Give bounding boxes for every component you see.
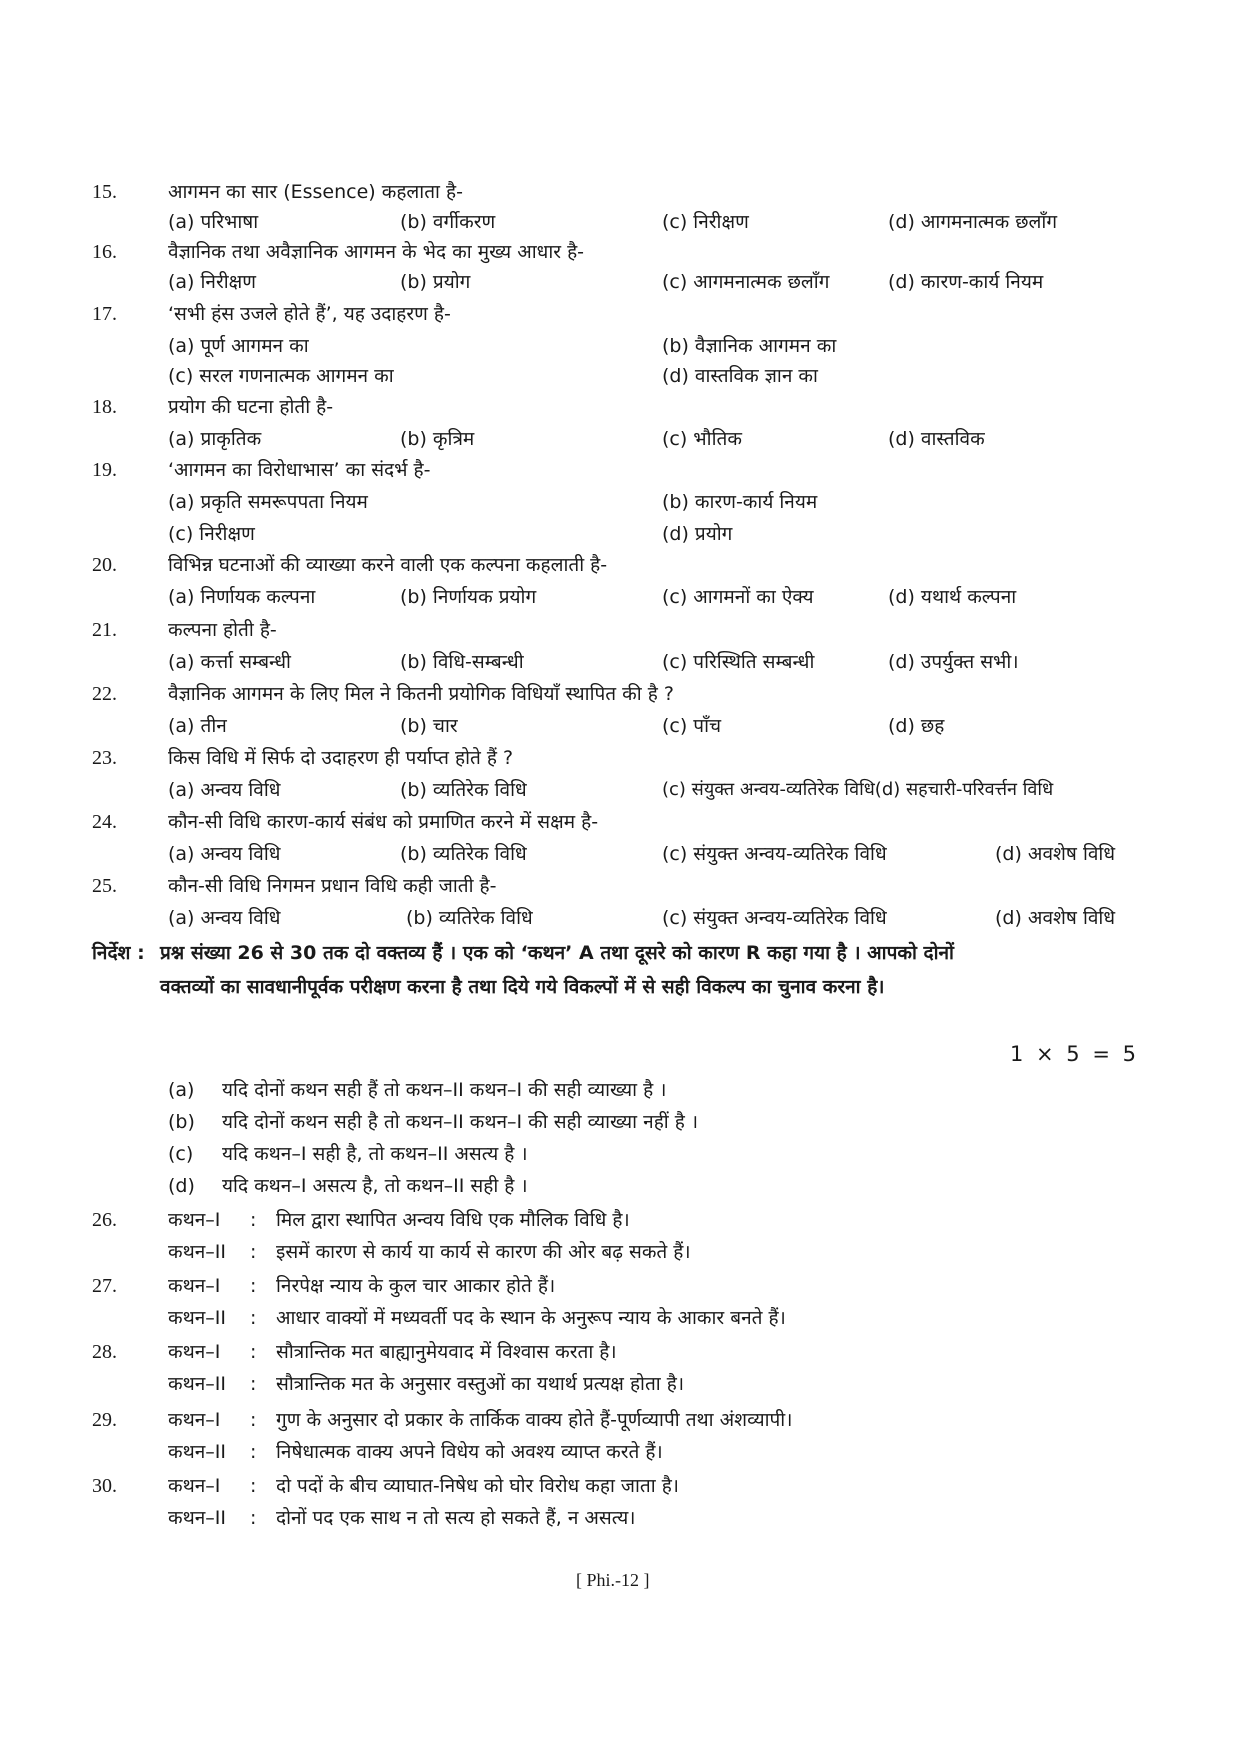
question-text: कल्पना होती है- [168,619,277,641]
question-text: किस विधि में सिर्फ दो उदाहरण ही पर्याप्त होते हैं ? [168,747,514,769]
option-a: (a) परिभाषा [168,211,259,233]
option-c-d: (c) संयुक्त अन्वय-व्यतिरेक विधि(d) सहचारी-परिवर्त्तन विधि [662,779,1054,800]
colon: : [250,1475,257,1497]
statement-1-label: कथन–I [168,1409,221,1431]
question-number: 25. [92,875,117,897]
statement-2-text: दोनों पद एक साथ न तो सत्य हो सकते हैं, न असत्य। [276,1507,636,1529]
question-text: आगमन का सार (Essence) कहलाता है- [168,181,463,203]
option-b: (b) वैज्ञानिक आगमन का [662,335,837,357]
option-d: (d) उपर्युक्त सभी। [888,651,1019,673]
colon: : [250,1441,257,1463]
question-text: कौन-सी विधि निगमन प्रधान विधि कही जाती है- [168,875,497,897]
question-number: 19. [92,459,117,481]
choice-key: (c) [168,1143,194,1165]
question-number: 24. [92,811,117,833]
question-number: 22. [92,683,117,705]
question-number: 18. [92,396,117,418]
question-text: प्रयोग की घटना होती है- [168,396,334,418]
option-a: (a) कर्त्ता सम्बन्धी [168,651,291,673]
question-number: 21. [92,619,117,641]
statement-1-label: कथन–I [168,1275,221,1297]
option-b: (b) वर्गीकरण [400,211,496,233]
option-c: (c) संयुक्त अन्वय-व्यतिरेक विधि [662,843,887,865]
option-d: (d) अवशेष विधि [995,907,1116,929]
colon: : [250,1275,257,1297]
statement-1-label: कथन–I [168,1209,221,1231]
option-b: (b) व्यतिरेक विधि [400,779,527,801]
option-b: (b) व्यतिरेक विधि [400,843,527,865]
option-c: (c) निरीक्षण [662,211,749,233]
instruction-line-1: प्रश्न संख्या 26 से 30 तक दो वक्तव्य हैं । एक को ‘कथन’ A तथा दूसरे को कारण R कहा गया है । आपको दोनों [160,942,954,964]
option-b: (b) कारण-कार्य नियम [662,491,818,513]
statement-1-text: दो पदों के बीच व्याघात-निषेध को घोर विरोध कहा जाता है। [276,1475,680,1497]
option-c: (c) सरल गणनात्मक आगमन का [168,365,394,387]
statement-1-label: कथन–I [168,1341,221,1363]
choice-text: यदि कथन–I असत्य है, तो कथन–II सही है । [222,1175,528,1197]
colon: : [250,1409,257,1431]
option-d: (d) छह [888,715,945,737]
question-number: 29. [92,1409,117,1431]
statement-2-label: कथन–II [168,1441,226,1463]
option-a: (a) प्रकृति समरूपपता नियम [168,491,368,513]
choice-text: यदि कथन–I सही है, तो कथन–II असत्य है । [222,1143,528,1165]
question-number: 20. [92,554,117,576]
option-c: (c) संयुक्त अन्वय-व्यतिरेक विधि [662,907,887,929]
statement-1-text: निरपेक्ष न्याय के कुल चार आकार होते हैं। [276,1275,556,1297]
choice-text: यदि दोनों कथन सही हैं तो कथन–II कथन–I की सही व्याख्या है । [222,1079,667,1101]
colon: : [250,1307,257,1329]
colon: : [250,1507,257,1529]
statement-2-label: कथन–II [168,1241,226,1263]
option-c: (c) पाँच [662,715,722,737]
statement-2-label: कथन–II [168,1373,226,1395]
option-a: (a) अन्वय विधि [168,779,281,801]
option-a: (a) निर्णायक कल्पना [168,586,316,608]
statement-1-text: मिल द्वारा स्थापित अन्वय विधि एक मौलिक विधि है। [276,1209,630,1231]
instruction-label: निर्देश : [92,942,145,964]
question-number: 30. [92,1475,117,1497]
option-a: (a) प्राकृतिक [168,428,262,450]
colon: : [250,1373,257,1395]
statement-2-text: सौत्रान्तिक मत के अनुसार वस्तुओं का यथार्थ प्रत्यक्ष होता है। [276,1373,685,1395]
option-b: (b) प्रयोग [400,271,471,293]
statement-1-label: कथन–I [168,1475,221,1497]
option-a: (a) पूर्ण आगमन का [168,335,309,357]
marks-text: 1 × 5 = 5 [1010,1042,1139,1066]
option-c: (c) परिस्थिति सम्बन्धी [662,651,815,673]
statement-2-text: निषेधात्मक वाक्य अपने विधेय को अवश्य व्याप्त करते हैं। [276,1441,663,1463]
question-number: 27. [92,1275,117,1297]
option-d: (d) आगमनात्मक छलाँग [888,211,1058,233]
question-text: ‘सभी हंस उजले होते हैं’, यह उदाहरण है- [168,303,451,325]
question-number: 26. [92,1209,117,1231]
choice-key: (b) [168,1111,195,1133]
instruction-line-2: वक्तव्यों का सावधानीपूर्वक परीक्षण करना है तथा दिये गये विकल्पों में से सही विकल्प का चुनाव करना है। [160,976,885,998]
question-number: 17. [92,303,117,325]
option-d: (d) वास्तविक ज्ञान का [662,365,818,387]
option-d: (d) वास्तविक [888,428,985,450]
choice-text: यदि दोनों कथन सही है तो कथन–II कथन–I की सही व्याख्या नहीं है । [222,1111,699,1133]
option-c: (c) आगमनों का ऐक्य [662,586,814,608]
option-a: (a) अन्वय विधि [168,843,281,865]
option-d: (d) यथार्थ कल्पना [888,586,1017,608]
option-a: (a) अन्वय विधि [168,907,281,929]
option-c: (c) आगमनात्मक छलाँग [662,271,830,293]
question-text: ‘आगमन का विरोधाभास’ का संदर्भ है- [168,459,431,481]
option-c: (c) निरीक्षण [168,523,255,545]
statement-2-text: इसमें कारण से कार्य या कार्य से कारण की ओर बढ़ सकते हैं। [276,1241,691,1263]
statement-1-text: गुण के अनुसार दो प्रकार के तार्किक वाक्य होते हैं-पूर्णव्यापी तथा अंशव्यापी। [276,1409,793,1431]
option-d: (d) प्रयोग [662,523,733,545]
question-text: वैज्ञानिक तथा अवैज्ञानिक आगमन के भेद का मुख्य आधार है- [168,241,585,263]
statement-1-text: सौत्रान्तिक मत बाह्यानुमेयवाद में विश्वास करता है। [276,1341,617,1363]
colon: : [250,1241,257,1263]
choice-key: (a) [168,1079,195,1101]
option-b: (b) कृत्रिम [400,428,475,450]
question-number: 23. [92,747,117,769]
option-b: (b) चार [400,715,458,737]
colon: : [250,1209,257,1231]
page-footer: [ Phi.-12 ] [576,1570,650,1590]
question-text: वैज्ञानिक आगमन के लिए मिल ने कितनी प्रयोगिक विधियाँ स्थापित की है ? [168,683,674,705]
question-number: 15. [92,181,117,203]
colon: : [250,1341,257,1363]
question-text: कौन-सी विधि कारण-कार्य संबंध को प्रमाणित करने में सक्षम है- [168,811,599,833]
option-d: (d) अवशेष विधि [995,843,1116,865]
option-b: (b) विधि-सम्बन्धी [400,651,524,673]
question-number: 16. [92,241,117,263]
question-text: विभिन्न घटनाओं की व्याख्या करने वाली एक कल्पना कहलाती है- [168,554,608,576]
choice-key: (d) [168,1175,195,1197]
option-b: (b) व्यतिरेक विधि [406,907,533,929]
option-c: (c) भौतिक [662,428,742,450]
statement-2-label: कथन–II [168,1307,226,1329]
statement-2-text: आधार वाक्यों में मध्यवर्ती पद के स्थान के अनुरूप न्याय के आकार बनते हैं। [276,1307,786,1329]
option-d: (d) कारण-कार्य नियम [888,271,1044,293]
statement-2-label: कथन–II [168,1507,226,1529]
option-a: (a) तीन [168,715,227,737]
option-a: (a) निरीक्षण [168,271,257,293]
question-number: 28. [92,1341,117,1363]
option-b: (b) निर्णायक प्रयोग [400,586,537,608]
